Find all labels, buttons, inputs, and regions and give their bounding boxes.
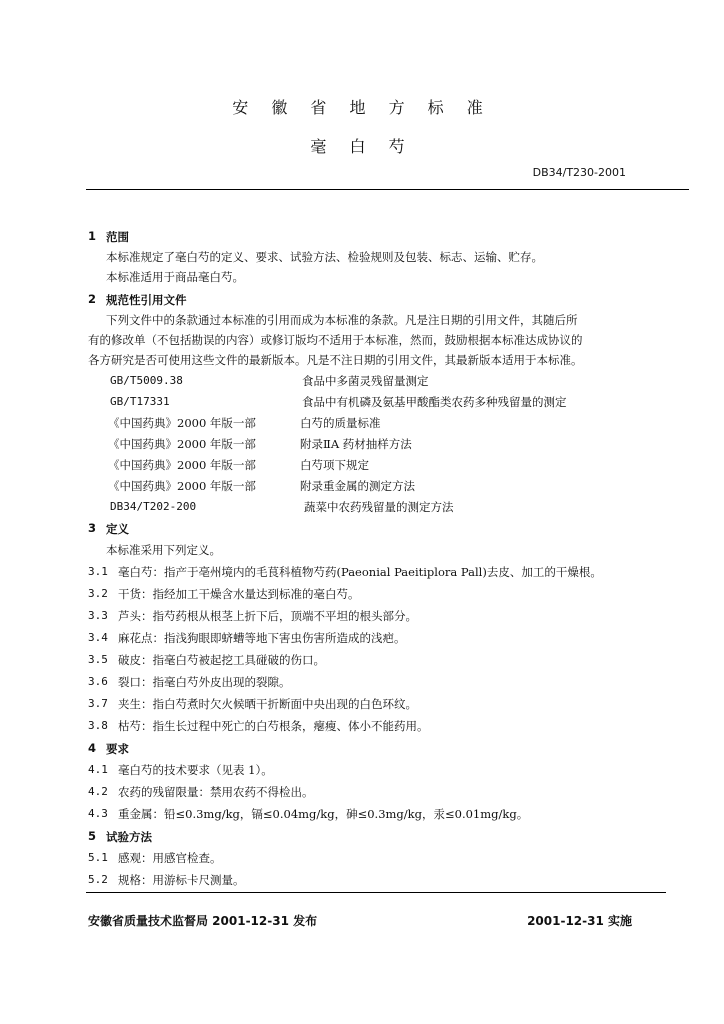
clause-text: 裂口：指毫白芍外皮出现的裂隙。 [118, 675, 291, 689]
clause-text: 农药的残留限量：禁用农药不得检出。 [118, 785, 314, 799]
clause-text: 重金属：铅≤0.3mg/kg，镉≤0.04mg/kg，砷≤0.3mg/kg，汞≤0.01mg/kg。 [118, 807, 529, 821]
doc-title: 毫 白 芍 [310, 137, 414, 156]
clause-number: 5.2 [88, 873, 108, 886]
section-title: 试验方法 [106, 830, 152, 844]
clause-number: 3.2 [88, 587, 108, 600]
clause-number: 3.1 [88, 565, 108, 578]
clause-text: 毫白芍的技术要求（见表 1）。 [118, 763, 273, 777]
clause-text: 夹生：指白芍煮时欠火候晒干折断面中央出现的白色环纹。 [118, 697, 417, 711]
clause-number: 4.2 [88, 785, 108, 798]
paragraph: 本标准规定了毫白芍的定义、要求、试验方法、检验规则及包装、标志、运输、贮存。 [106, 250, 543, 264]
clause-number: 4.1 [88, 763, 108, 776]
clause-text: 感观：用感官检查。 [118, 851, 222, 865]
section-number: 4 [88, 741, 97, 755]
clause-number: 5.1 [88, 851, 108, 864]
paragraph-line: 各方研究是否可使用这些文件的最新版本。凡是不注日期的引用文件，其最新版本适用于本标准。 [88, 353, 583, 367]
clause-text: 芦头：指芍药根从根茎上折下后，顶端不平坦的根头部分。 [118, 609, 417, 623]
standard-code: DB34/T230-2001 [532, 166, 626, 179]
header-rule [86, 189, 689, 190]
section-title: 规范性引用文件 [106, 293, 187, 307]
reference-name: 蔬菜中农药残留量的测定方法 [304, 500, 454, 514]
section-title: 要求 [106, 742, 129, 756]
clause-number: 3.3 [88, 609, 108, 622]
section-number: 3 [88, 521, 97, 535]
paragraph-line: 有的修改单（不包括勘误的内容）或修订版均不适用于本标准，然而，鼓励根据本标准达成协议的 [88, 333, 583, 347]
clause-number: 4.3 [88, 807, 108, 820]
section-number: 2 [88, 292, 97, 306]
reference-name: 食品中多菌灵残留量测定 [302, 374, 429, 388]
clause-number: 3.4 [88, 631, 108, 644]
reference-name: 白芍项下规定 [300, 458, 369, 472]
clause-number: 3.6 [88, 675, 108, 688]
reference-code: DB34/T202-200 [110, 500, 197, 513]
clause-text: 规格：用游标卡尺测量。 [118, 873, 245, 887]
org-title: 安 徽 省 地 方 标 准 [232, 98, 492, 117]
reference-code: 《中国药典》2000 年版一部 [108, 479, 256, 493]
clause-text: 毫白芍：指产于亳州境内的毛茛科植物芍药(Paeonial Paeitiplora Pall)去皮、加工的干燥根。 [118, 565, 602, 579]
effective-date: 2001-12-31 实施 [527, 914, 632, 928]
reference-name: 白芍的质量标准 [300, 416, 381, 430]
reference-code: GB/T17331 [110, 395, 170, 408]
reference-name: 附录ⅡA 药材抽样方法 [300, 437, 412, 451]
clause-text: 麻花点：指浅狗眼即蛴螬等地下害虫伤害所造成的浅疤。 [118, 631, 406, 645]
reference-code: 《中国药典》2000 年版一部 [108, 416, 256, 430]
paragraph: 本标准适用于商品毫白芍。 [106, 270, 244, 284]
paragraph-line: 下列文件中的条款通过本标准的引用而成为本标准的条款。凡是注日期的引用文件，其随后所 [106, 313, 578, 327]
clause-number: 3.5 [88, 653, 108, 666]
clause-number: 3.8 [88, 719, 108, 732]
clause-number: 3.7 [88, 697, 108, 710]
reference-code: GB/T5009.38 [110, 374, 183, 387]
section-number: 5 [88, 829, 97, 843]
reference-name: 食品中有机磷及氨基甲酸酯类农药多种残留量的测定 [302, 395, 567, 409]
clause-text: 干货：指经加工干燥含水量达到标准的毫白芍。 [118, 587, 360, 601]
footer-rule [86, 892, 666, 893]
section-title: 范围 [106, 230, 129, 244]
clause-text: 枯芍：指生长过程中死亡的白芍根条，瘪瘦、体小不能药用。 [118, 719, 429, 733]
paragraph: 本标准采用下列定义。 [106, 543, 221, 557]
section-number: 1 [88, 229, 97, 243]
reference-code: 《中国药典》2000 年版一部 [108, 458, 256, 472]
reference-code: 《中国药典》2000 年版一部 [108, 437, 256, 451]
clause-text: 破皮：指毫白芍被起挖工具碰破的伤口。 [118, 653, 325, 667]
issuer-line: 安徽省质量技术监督局 2001-12-31 发布 [88, 914, 318, 928]
reference-name: 附录重金属的测定方法 [300, 479, 415, 493]
section-title: 定义 [106, 522, 129, 536]
